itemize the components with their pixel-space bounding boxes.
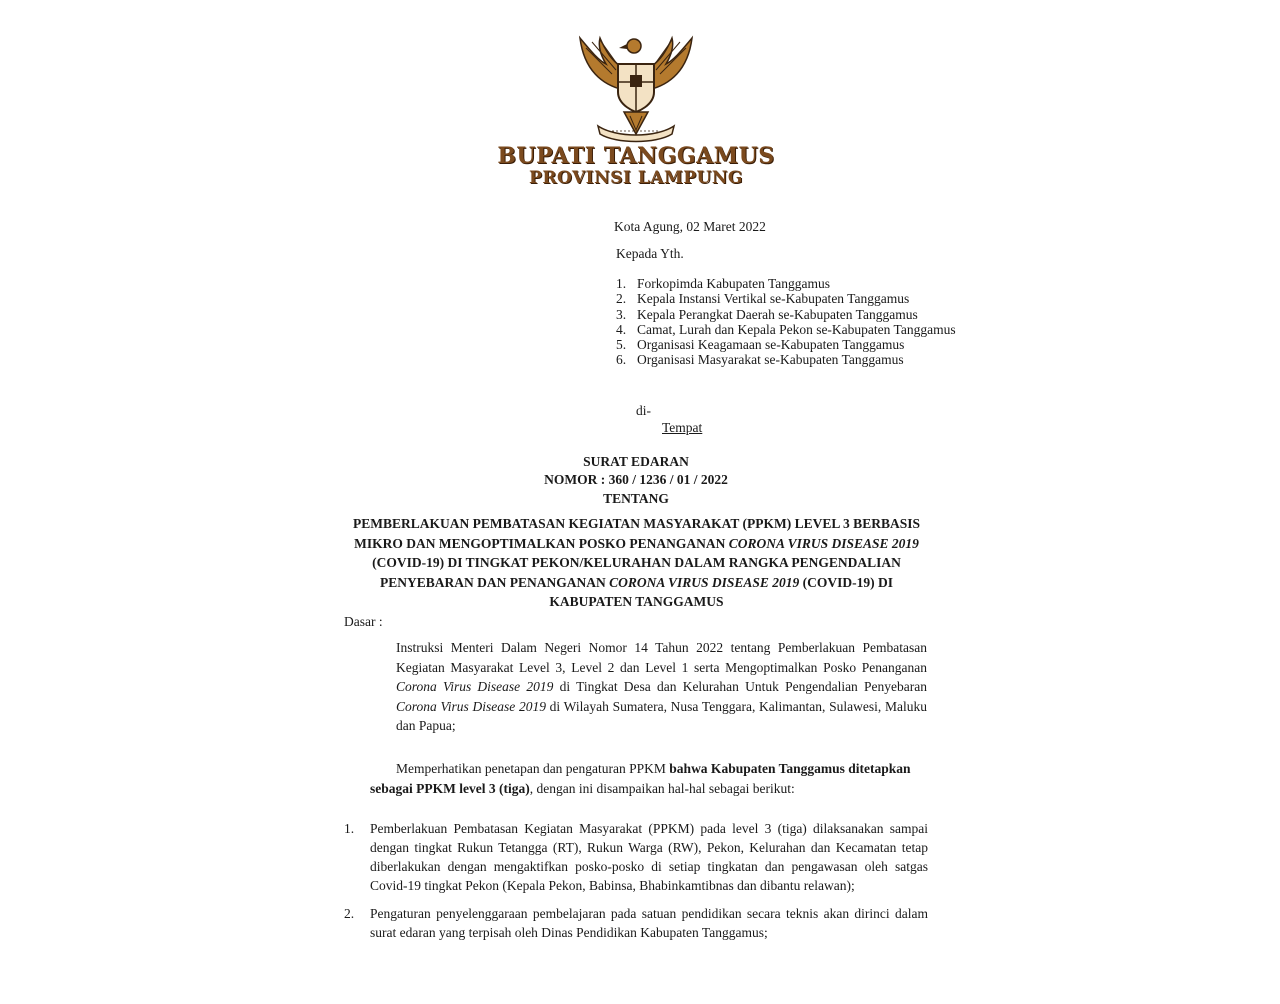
- dasar-label: Dasar :: [344, 614, 383, 629]
- garuda-emblem-icon: [572, 30, 700, 148]
- subject-italic: CORONA VIRUS DISEASE 2019: [728, 535, 919, 551]
- subject-text: (COVID-19) DI KABUPATEN TANGGAMUS: [549, 574, 894, 609]
- tentang-label: TENTANG: [603, 491, 669, 506]
- list-text: Kepala Perangkat Daerah se-Kabupaten Tanggamus: [637, 306, 918, 322]
- list-item: [616, 322, 957, 337]
- list-item: [616, 352, 957, 367]
- list-text: Organisasi Masyarakat se-Kabupaten Tanggamus: [637, 352, 904, 368]
- recipient-list: [616, 276, 957, 368]
- paragraph-text: di Tingkat Desa dan Kelurahan Untuk Pengendalian Penyebaran: [553, 679, 927, 694]
- paragraph-text: Instruksi Menteri Dalam Negeri Nomor 14 Tahun 2022 tentang Pemberlakuan Pembatasan Kegiatan Masyarakat Level 3, Level 2 dan Level 1 serta Mengoptimalkan Posko Penanganan: [396, 640, 927, 675]
- instruction-list: [344, 819, 928, 951]
- list-number: 2.: [616, 291, 627, 307]
- addressee-label: Kepada Yth.: [616, 246, 684, 261]
- list-number: 4.: [616, 321, 627, 337]
- list-item: [616, 307, 957, 322]
- paragraph-italic: Corona Virus Disease 2019: [396, 698, 546, 714]
- subject-text: PEMBERLAKUAN PEMBATASAN KEGIATAN MASYARAKAT (PPKM) LEVEL 3 BERBASIS MIKRO DAN MENGOPTIMALKAN POSKO PENANGANAN: [353, 516, 920, 551]
- list-text: Organisasi Keagamaan se-Kabupaten Tanggamus: [637, 337, 905, 353]
- subject-text: (COVID-19) DI TINGKAT PEKON/KELURAHAN DALAM RANGKA PENGENDALIAN PENYEBARAN DAN PENANGANAN: [372, 555, 901, 590]
- list-number: 2.: [344, 906, 355, 921]
- paragraph-text: , dengan ini disampaikan hal-hal sebagai berikut:: [529, 780, 795, 796]
- paragraph-bold: bahwa Kabupaten Tanggamus ditetapkan sebagai PPKM level 3 (tiga): [370, 761, 911, 796]
- subject-italic: CORONA VIRUS DISEASE 2019: [609, 574, 800, 590]
- list-number: 6.: [616, 352, 627, 368]
- list-item: [616, 337, 957, 352]
- list-item: [616, 276, 957, 291]
- list-number: 5.: [616, 337, 627, 353]
- memperhatikan-paragraph: [370, 759, 928, 798]
- list-item: [616, 291, 957, 306]
- list-item: [344, 904, 928, 942]
- list-number: 1.: [616, 276, 627, 291]
- letterhead-title: BUPATI TANGGAMUS: [497, 143, 775, 169]
- tempat-label: Tempat: [662, 420, 703, 435]
- letterhead-subtitle: PROVINSI LAMPUNG: [529, 168, 743, 188]
- paragraph-text: Memperhatikan penetapan dan pengaturan PPKM: [396, 761, 670, 776]
- dasar-paragraph: [396, 638, 927, 736]
- document-subject: [340, 514, 933, 612]
- list-text: Pemberlakuan Pembatasan Kegiatan Masyarakat (PPKM) pada level 3 (tiga) dilaksanakan sampai dengan tingkat Rukun Tetangga (RT), Rukun Warga (RW), Pekon, Kelurahan dan Kecamatan tetap diberlakukan dengan mengaktifkan posko-posko di setiap tingkatan dan pengawasan oleh satgas Covid-19 tingkat Pekon (Kepala Pekon, Babinsa, Bhabinkamtibnas dan dibantu relawan);: [370, 821, 928, 893]
- paragraph-italic: Corona Virus Disease 2019: [396, 679, 554, 694]
- list-text: Kepala Instansi Vertikal se-Kabupaten Tanggamus: [637, 291, 910, 307]
- list-number: 3.: [616, 306, 627, 322]
- date-line: Kota Agung, 02 Maret 2022: [614, 219, 766, 234]
- paragraph-text: di Wilayah Sumatera, Nusa Tenggara, Kalimantan, Sulawesi, Maluku dan Papua;: [396, 698, 927, 733]
- di-label: di-: [636, 403, 651, 418]
- list-item: [344, 819, 928, 895]
- list-text: Pengaturan penyelenggaraan pembelajaran pada satuan pendidikan secara teknis akan dirinci dalam surat edaran yang terpisah oleh Dinas Pendidikan Kabupaten Tanggamus;: [370, 906, 928, 940]
- list-number: 1.: [344, 821, 355, 836]
- document-type: SURAT EDARAN: [583, 454, 689, 469]
- list-text: Forkopimda Kabupaten Tanggamus: [637, 276, 831, 291]
- list-text: Camat, Lurah dan Kepala Pekon se-Kabupaten Tanggamus: [637, 321, 956, 337]
- document-number: NOMOR : 360 / 1236 / 01 / 2022: [544, 472, 728, 487]
